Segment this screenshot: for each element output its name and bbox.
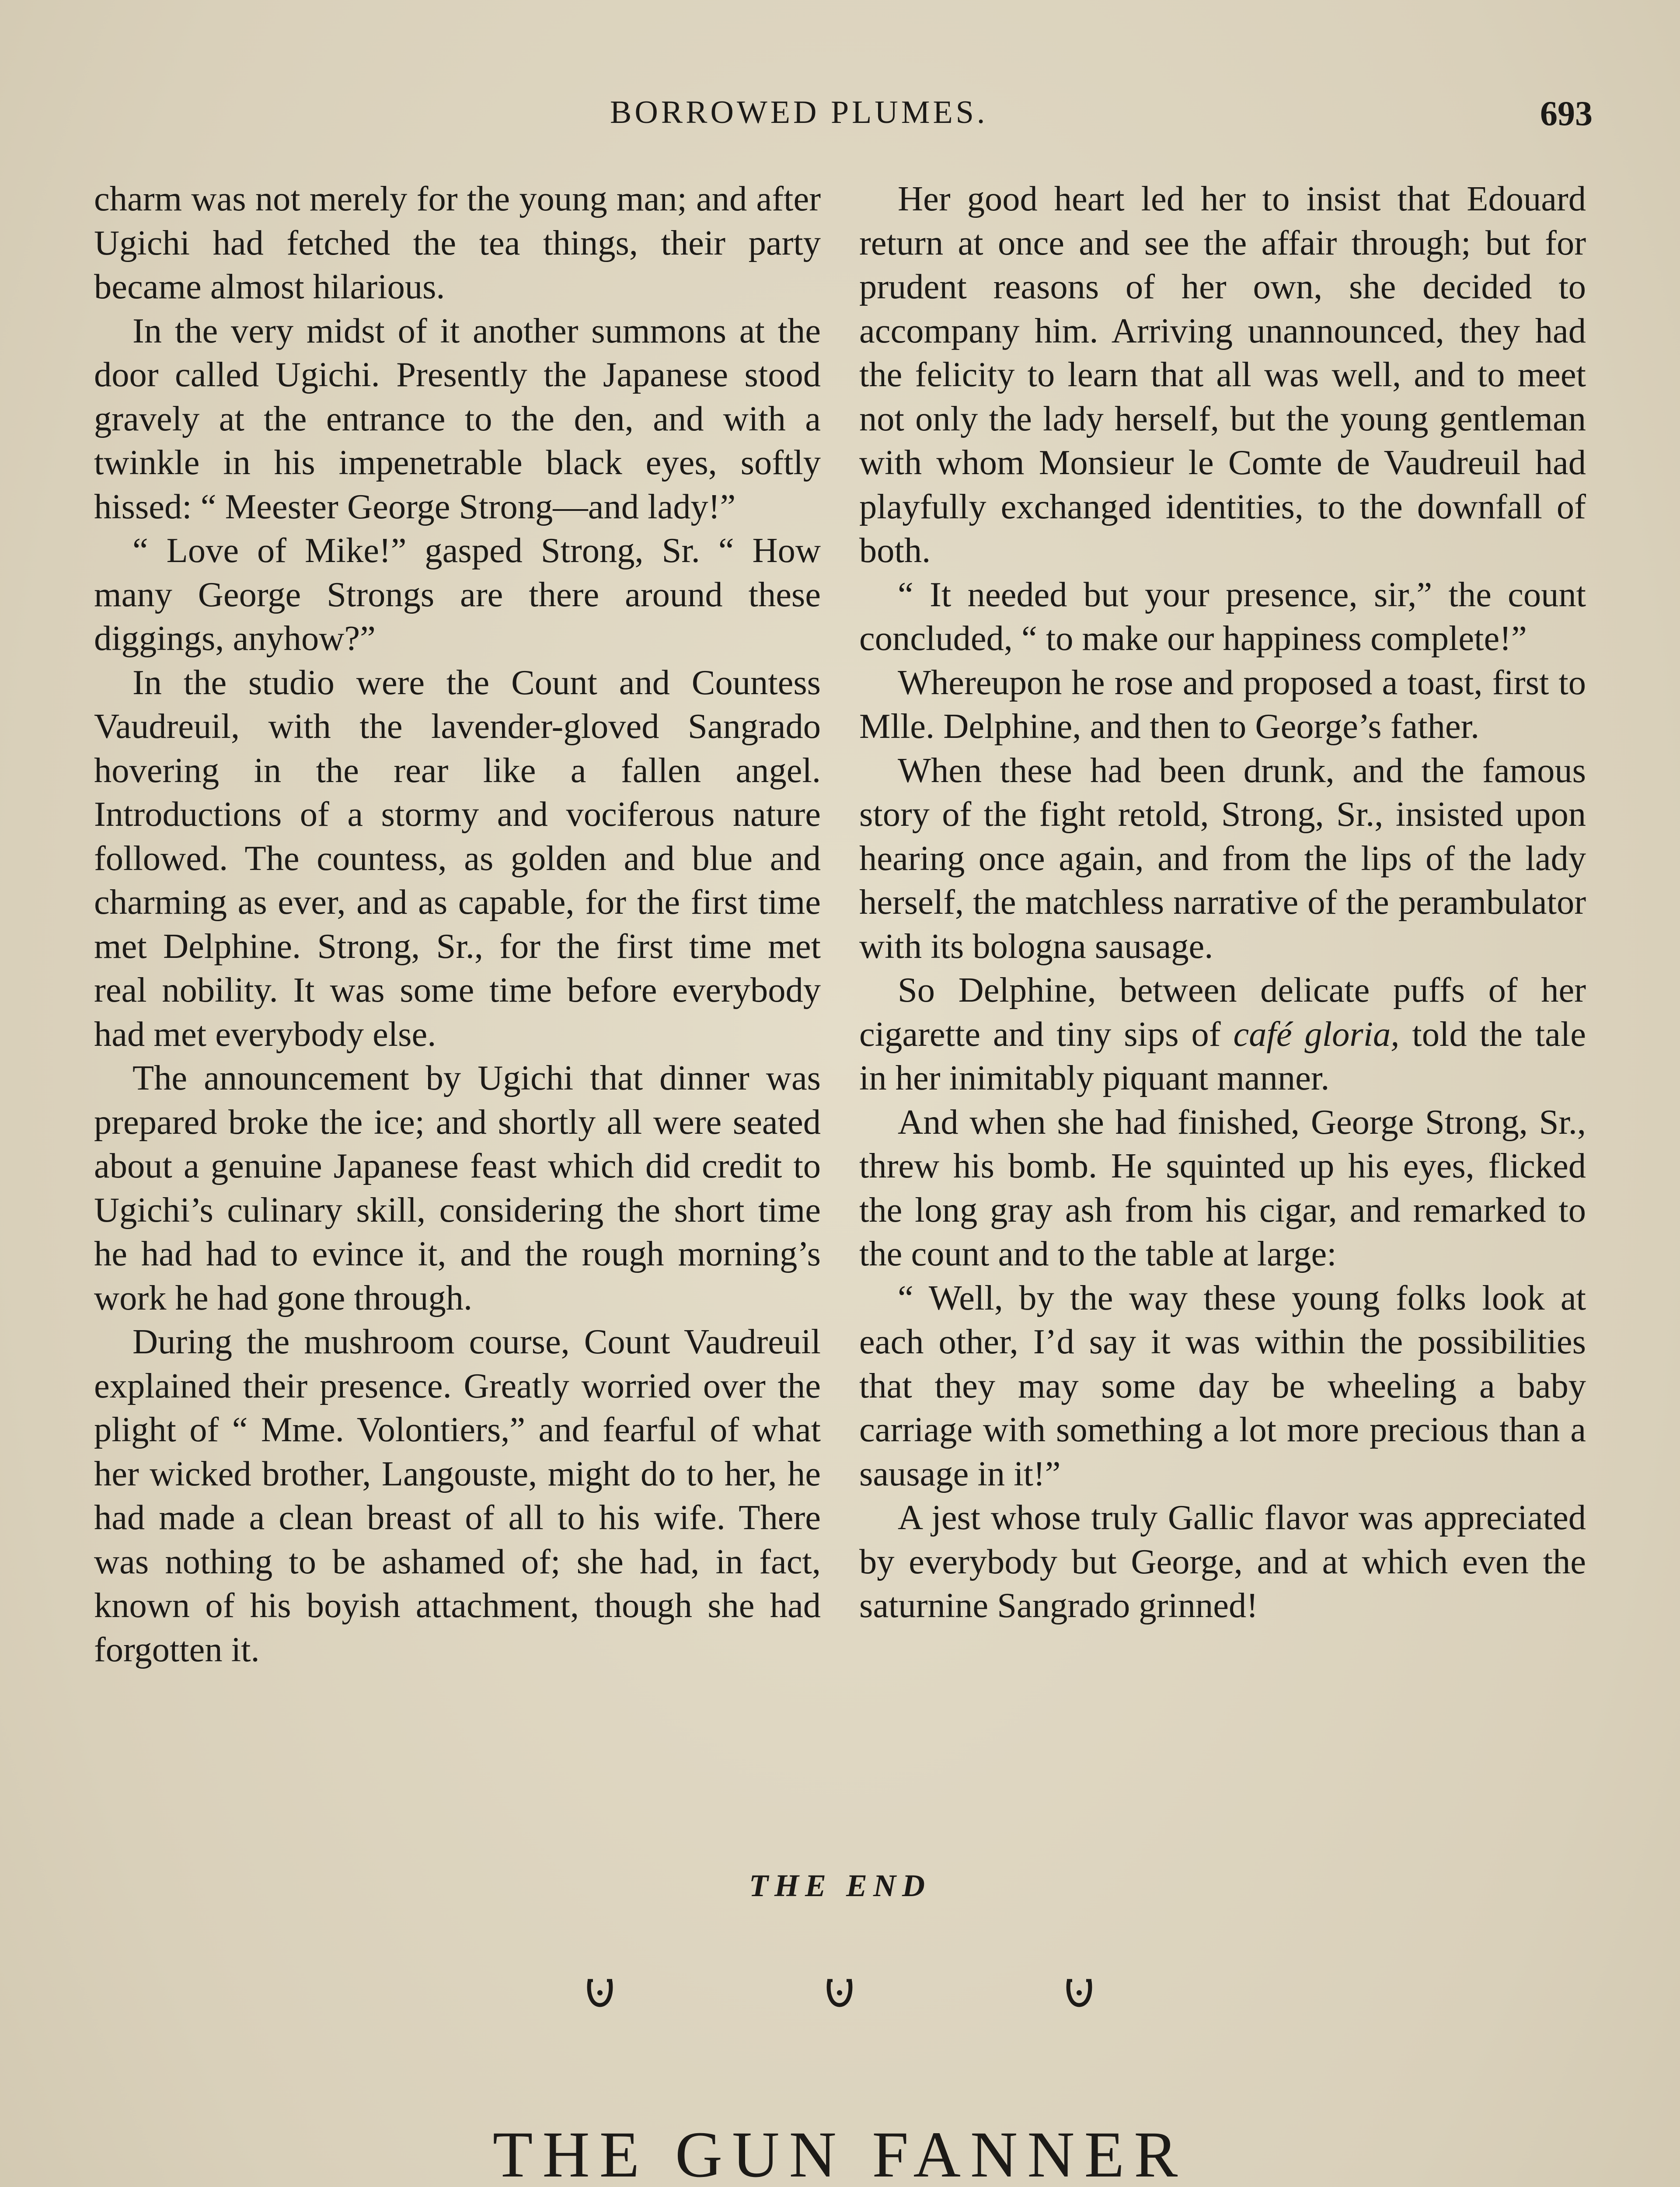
paragraph: In the studio were the Count and Countess Vaudreuil, with the lavender-gloved Sangrado hovering in the rear like a fallen angel. Introductions of a stormy and vociferous nature followed. The countess, as golden and blue and charming as ever, and as capable, for the first time met Delphine. Strong, Sr., for the first time met real nobility. It was some time before everybody had met everybody else. bbox=[94, 663, 821, 1054]
notice-title: THE GUN FANNER bbox=[492, 2118, 1188, 2187]
horseshoe-ornament-icon bbox=[826, 1977, 854, 2008]
paragraph: charm was not merely for the young man; and after Ugichi had fetched the tea things, their party became almost hilarious. bbox=[94, 179, 821, 306]
paragraph-text: told the tale in her inimitably piquant manner. bbox=[859, 1014, 1586, 1097]
paragraph: A jest whose truly Gallic flavor was appreciated by everybody but George, and at which even the saturnine Sangrado grinned! bbox=[859, 1498, 1586, 1625]
paragraph: In the very midst of it another summons at the door called Ugichi. Presently the Japanese stood gravely at the entrance to the den, and with a twinkle in his impenetrable black eyes, softly hissed: “ Meester George Strong—and lady!” bbox=[94, 311, 821, 526]
paragraph bbox=[859, 968, 1586, 1100]
paragraph: Her good heart led her to insist that Edouard return at once and see the affair through; but for prudent reasons of her own, she decided to accompany him. Arriving unannounced, they had the felicity to learn that all was well, and to meet not only the lady herself, but the young gentleman with whom Monsieur le Comte de Vaudreuil had playfully exchanged identities, to the downfall of both. bbox=[859, 179, 1586, 570]
ornament-row bbox=[586, 1977, 1093, 2008]
paragraph: “ Well, by the way these young folks look at each other, I’d say it was within the possibilities that they may some day be wheeling a baby carriage with something a lot more precious than a sausage in it!” bbox=[859, 1278, 1586, 1493]
paragraph: During the mushroom course, Count Vaudreuil explained their presence. Greatly worried over the plight of “ Mme. Volontiers,” and fearful of what her wicked brother, Langouste, might do to her, he had made a clean breast of all to his wife. There was nothing to be ashamed of; she had, in fact, known of his boyish attachment, though she had forgotten it. bbox=[94, 1322, 821, 1669]
paragraph: Whereupon he rose and proposed a toast, first to Mlle. Delphine, and then to George’s father. bbox=[859, 663, 1586, 746]
right-column bbox=[859, 177, 1586, 1628]
paragraph-text: So Delphine, between delicate puffs of her cigarette and tiny sips of bbox=[859, 971, 1586, 1054]
paragraph: “ It needed but your presence, sir,” the count concluded, “ to make our happiness complete!” bbox=[859, 575, 1586, 658]
running-title: BORROWED PLUMES. bbox=[610, 94, 988, 130]
paragraph: The announcement by Ugichi that dinner was prepared broke the ice; and shortly all were seated about a genuine Japanese feast which did credit to Ugichi’s culinary skill, considering the short time he had had to evince it, and the rough morning’s work he had gone through. bbox=[94, 1059, 821, 1317]
paragraph: And when she had finished, George Strong, Sr., threw his bomb. He squinted up his eyes, flicked the long gray ash from his cigar, and remarked to the count and to the table at large: bbox=[859, 1102, 1586, 1273]
horseshoe-ornament-icon bbox=[586, 1977, 614, 2008]
paragraph: “ Love of Mike!” gasped Strong, Sr. “ How many George Strongs are there around these diggings, anyhow?” bbox=[94, 531, 821, 658]
italic-phrase: café gloria, bbox=[1233, 1014, 1400, 1054]
horseshoe-ornament-icon bbox=[1065, 1977, 1093, 2008]
paragraph: When these had been drunk, and the famous story of the fight retold, Strong, Sr., insisted upon hearing once again, and from the lips of the lady herself, the matchless narrative of the perambulator with its bologna sausage. bbox=[859, 751, 1586, 966]
the-end-label: THE END bbox=[749, 1868, 931, 1903]
page-number: 693 bbox=[1540, 94, 1593, 133]
left-column bbox=[94, 177, 821, 1672]
